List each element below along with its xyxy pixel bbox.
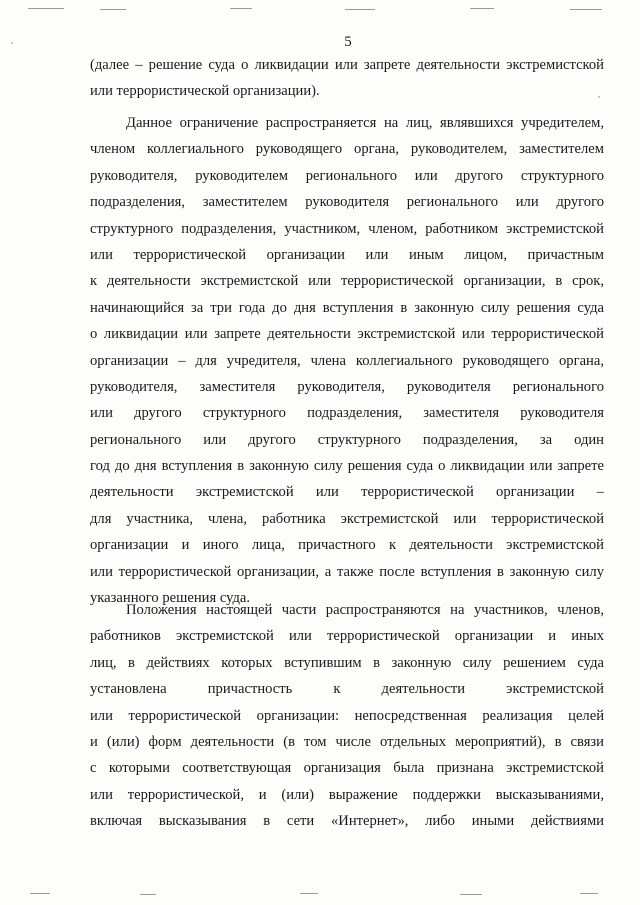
scan-artifact [570,9,602,10]
text-line: организации и иного лица, причастного к деятельности экстремистской [90,537,604,554]
text-line: к деятельности экстремистской или террористической организации, в срок, [90,273,604,290]
text-line: с которыми соответствующая организация была признана экстремистской [90,760,604,777]
text-line: установлена причастность к деятельности экстремистской [90,681,604,698]
paragraph [90,110,604,611]
text-line: организации – для учредителя, члена коллегиального руководящего органа, [90,352,604,369]
text-line: и (или) форм деятельности (в том числе отдельных мероприятий), в связи [90,733,604,750]
text-line: или террористической, и (или) выражение поддержки высказываниями, [90,786,604,803]
text-line: членом коллегиального руководящего органа, руководителем, заместителем [90,141,604,158]
text-line: структурного подразделения, участником, членом, работником экстремистской [90,220,604,237]
scan-artifact [100,9,126,10]
scan-artifact [28,8,64,9]
text-line: начинающийся за три года до дня вступления в законную силу решения суда [90,299,604,316]
scan-artifact [300,893,318,894]
text-line: о ликвидации или запрете деятельности экстремистской или террористической [90,326,604,343]
text-line: или другого структурного подразделения, заместителя руководителя [90,405,604,422]
text-line: подразделения, заместителем руководителя регионального или другого [90,194,604,211]
text-line: работников экстремистской или террористической организации и иных [90,628,604,645]
text-line: указанного решения суда. [90,590,251,607]
text-line: для участника, члена, работника экстремистской или террористической [90,510,604,527]
paragraph [90,52,604,105]
text-line: руководителя, руководителем регионального или другого структурного [90,167,604,184]
text-line: включая высказывания в сети «Интернет», либо иными действиями [90,813,604,830]
text-line: руководителя, заместителя руководителя, руководителя регионального [90,378,604,395]
text-line: Положения настоящей части распространяются на участников, членов, [126,602,604,618]
text-line: или террористической организации или иным лицом, причастным [90,246,604,263]
paragraph [90,597,604,835]
text-line: регионального или другого структурного подразделения, за один [90,431,604,448]
scan-artifact [580,893,598,894]
scan-artifact [345,9,375,10]
scan-artifact [460,894,482,895]
text-line: год до дня вступления в законную силу решения суда о ликвидации или запрете [90,458,604,475]
text-line: Данное ограничение распространяется на лиц, являвшихся учредителем, [126,115,604,131]
text-line: или террористической организации). [90,83,320,100]
page-number: 5 [344,34,352,50]
scan-artifact [230,8,252,9]
scan-artifact [140,894,156,895]
text-line: или террористической организации, а также после вступления в законную силу [90,563,604,580]
text-line: деятельности экстремистской или террористической организации – [90,484,604,501]
scan-artifact [470,8,494,9]
scan-artifact [11,42,13,44]
text-line: лиц, в действиях которых вступившим в законную силу решением суда [90,654,604,671]
text-line: (далее – решение суда о ликвидации или запрете деятельности экстремистской [90,57,604,73]
scan-artifact [30,893,50,894]
text-line: или террористической организации: непосредственная реализация целей [90,707,604,724]
